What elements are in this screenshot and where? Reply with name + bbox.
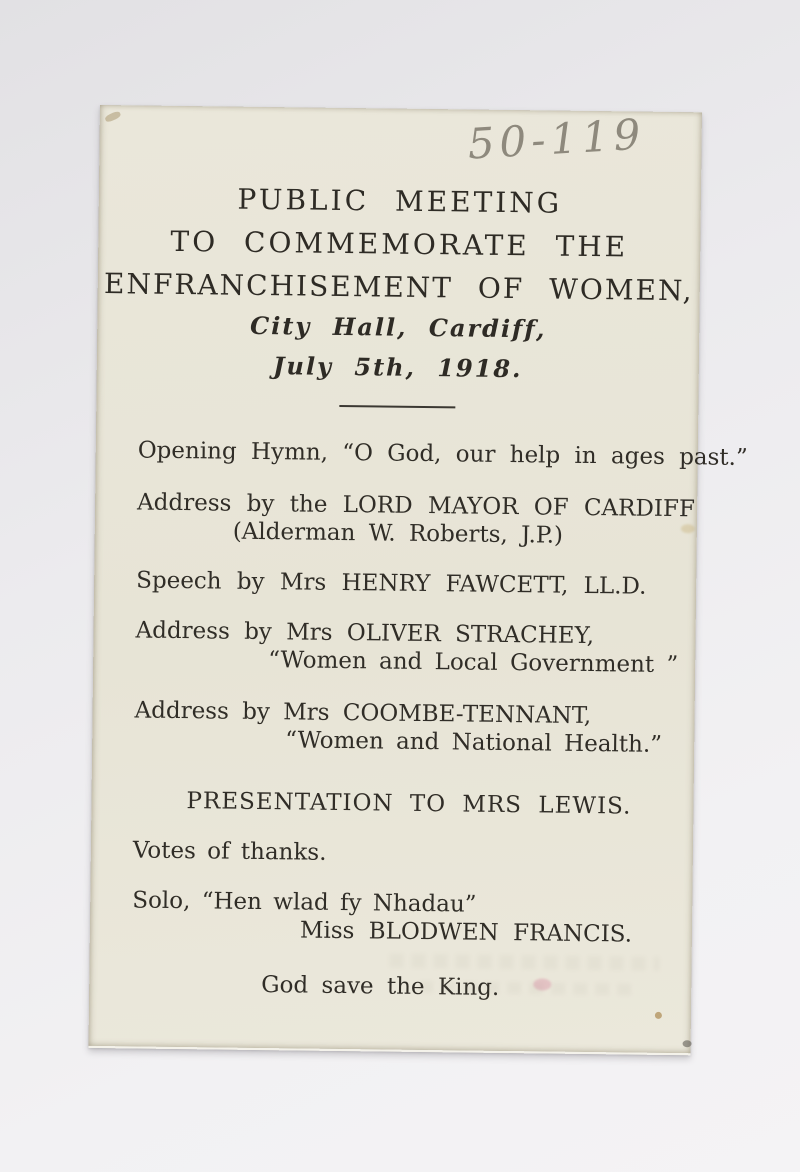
programme-line-blodwen-francis: Miss BLODWEN FRANCIS. [299, 917, 633, 948]
stain-mark [533, 978, 551, 990]
title-line-3: ENFRANCHISEMENT OF WOMEN, [103, 267, 694, 308]
venue-line: City Hall, Cardiff, [249, 310, 547, 344]
stain-mark [681, 524, 695, 533]
programme-line-solo: Solo, “Hen wlad fy Nhadau” [132, 887, 477, 918]
stain-mark [104, 110, 121, 123]
programme-line-alderman: (Alderman W. Roberts, J.P.) [232, 518, 564, 549]
programme-line-fawcett: Speech by Mrs HENRY FAWCETT, LL.D. [136, 567, 647, 600]
programme-line-local-govt: “Women and Local Government ” [268, 647, 679, 679]
programme-line-opening-hymn: Opening Hymn, “O God, our help in ages past.” [137, 437, 748, 471]
programme-line-presentation: PRESENTATION TO MRS LEWIS. [186, 788, 632, 820]
divider-rule [339, 405, 455, 408]
show-through-mark [389, 954, 659, 971]
programme-line-lord-mayor: Address by the LORD MAYOR OF CARDIFF [136, 489, 696, 523]
handwritten-archive-number: 50-119 [466, 109, 647, 169]
title-line-1: PUBLIC MEETING [237, 182, 563, 220]
programme-line-votes-of-thanks: Votes of thanks. [132, 837, 327, 866]
paper-speck [655, 1012, 662, 1019]
programme-card [88, 105, 748, 1055]
programme-line-god-save-king: God save the King. [261, 972, 500, 1001]
programme-line-strachey: Address by Mrs OLIVER STRACHEY, [135, 617, 595, 650]
paper-speck [683, 1040, 692, 1047]
programme-line-national-health: “Women and National Health.” [285, 727, 663, 758]
programme-line-coombe-tennant: Address by Mrs COOMBE-TENNANT, [134, 697, 592, 730]
title-line-2: TO COMMEMORATE THE [170, 224, 629, 264]
date-line: July 5th, 1918. [272, 351, 523, 384]
